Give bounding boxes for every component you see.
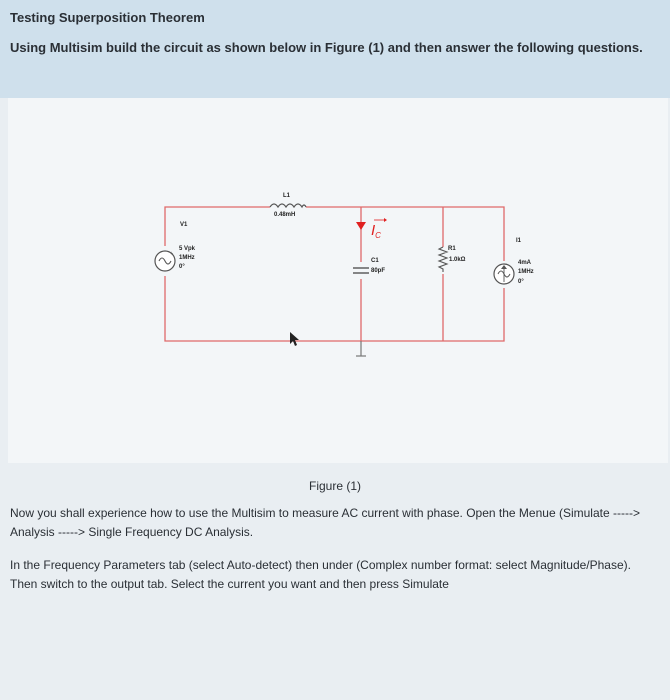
current-source-amplitude: 4mA [518,260,532,266]
instruction-paragraph-1: Now you shall experience how to use the Multisim to measure AC current with phase. Open the Menue (Simulate -----> Analysis -----> Single Frequency DC Analysis. [10,506,640,539]
capacitor-symbol [353,268,369,273]
wire-bottom [165,276,504,341]
wire-top-right [306,207,504,261]
voltage-source-frequency: 1MHz [179,255,195,261]
capacitor-name: C1 [371,258,379,264]
resistor-symbol [439,247,447,272]
current-probe-label: $I_C$ [371,222,381,240]
ground-symbol [356,341,366,356]
page-title: Testing Superposition Theorem [10,10,205,25]
svg-text:+: + [170,251,173,257]
mouse-cursor-icon [290,332,299,346]
inductor-value: 0.48mH [274,212,296,218]
current-source-phase: 0° [518,279,524,285]
circuit-diagram [8,98,668,463]
resistor-value: 1.0kΩ [449,257,466,263]
capacitor-value: 80pF [371,268,386,274]
resistor-name: R1 [448,246,456,252]
current-source-name: I1 [516,238,522,244]
inductor-symbol [270,204,306,207]
current-source-frequency: 1MHz [518,269,534,275]
instructions-heading: Using Multisim build the circuit as shown below in Figure (1) and then answer the following questions. [10,40,643,55]
current-probe-arrow-icon [356,222,366,230]
voltage-source-phase: 0° [179,264,185,270]
voltage-source-amplitude: 5 Vpk [179,246,196,252]
instruction-paragraph-2: In the Frequency Parameters tab (select Auto-detect) then under (Complex number format: select Magnitude/Phase). Then switch to the output tab. Select the current you want and then press Simulate [10,558,631,591]
figure-caption: Figure (1) [308,479,361,493]
voltage-source-name: V1 [180,222,188,228]
figure-area [8,98,668,463]
inductor-name: L1 [283,193,291,199]
circuit-wires [165,207,504,341]
